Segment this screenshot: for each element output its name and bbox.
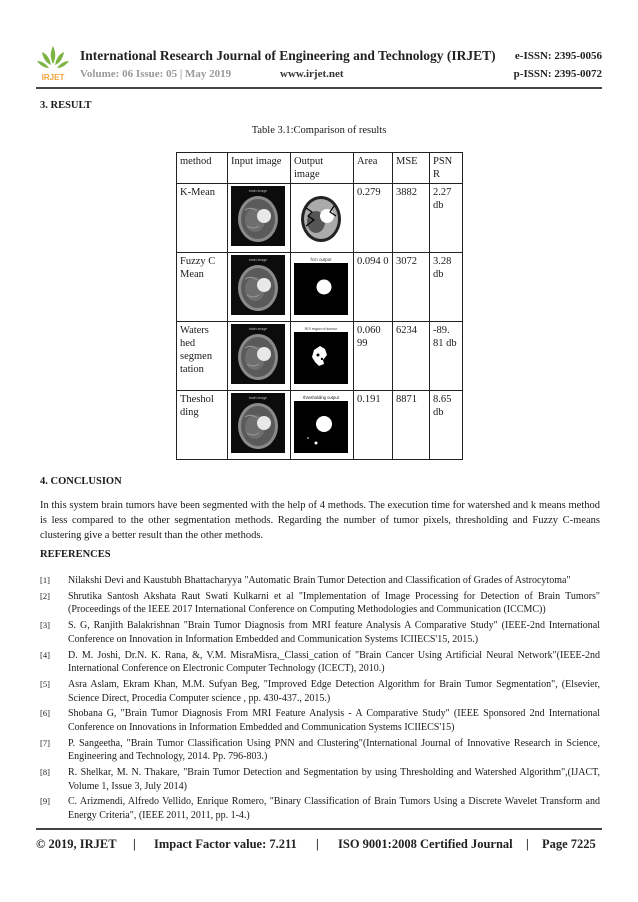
e-issn: e-ISSN: 2395-0056 [514, 50, 602, 62]
psnr-cell: -89. 81 db [430, 322, 463, 391]
header-method: method [177, 153, 228, 184]
p-issn: p-ISSN: 2395-0072 [513, 68, 602, 80]
mse-cell: 8871 [393, 391, 430, 460]
irjet-logo [36, 44, 70, 82]
reference-text: Nilakshi Devi and Kaustubh Bhattacharyya "Automatic Brain Tumor Detection and Classification of Grades of Astrocytoma" [68, 575, 571, 586]
footer-divider [36, 828, 602, 830]
reference-item [40, 766, 600, 793]
table-header-row [177, 153, 463, 184]
brain-mri-image [231, 255, 285, 315]
output-image-cell [291, 184, 354, 253]
reference-item [40, 678, 600, 705]
svg-text:IRJET: IRJET [41, 73, 65, 82]
area-cell: 0.060 99 [354, 322, 393, 391]
brain-mri-image [231, 186, 285, 246]
svg-text:brain image: brain image [248, 396, 268, 400]
footer-separator: | [316, 837, 319, 851]
kmeans-output-image [294, 186, 348, 246]
svg-text:fcm output: fcm output [310, 257, 332, 262]
table-row [177, 184, 463, 253]
psnr-cell: 8.65 db [430, 391, 463, 460]
reference-number: [7] [40, 737, 50, 748]
reference-number: [9] [40, 796, 50, 807]
brain-mri-image [231, 324, 285, 384]
result-heading: 3. RESULT [40, 100, 92, 111]
method-cell: Theshol ding [177, 391, 228, 460]
reference-text: Asra Aslam, Ekram Khan, M.M. Sufyan Beg, "Improved Edge Detection Algorithm for Brain Tumor Segmentation", (Elsevier, Science Direct, Procedia Computer science , pp. 430-437., 2015.) [68, 678, 600, 704]
reference-number: [1] [40, 575, 50, 585]
conclusion-heading: 4. CONCLUSION [40, 476, 122, 487]
page-number: Page 7225 [542, 837, 596, 851]
output-image-cell [291, 322, 354, 391]
reference-item [40, 737, 600, 764]
area-cell: 0.279 [354, 184, 393, 253]
header-psnr: PSN R [430, 153, 463, 184]
psnr-cell: 3.28 db [430, 253, 463, 322]
reference-item [40, 649, 600, 676]
input-image-cell [228, 184, 291, 253]
svg-text:brain image: brain image [248, 327, 268, 331]
reference-number: [5] [40, 678, 50, 689]
mse-cell: 3072 [393, 253, 430, 322]
reference-number: [2] [40, 590, 50, 601]
svg-text:brain image: brain image [248, 258, 268, 262]
volume-issue: Volume: 06 Issue: 05 | May 2019 [80, 68, 232, 80]
reference-list [40, 574, 600, 825]
output-image-cell [291, 253, 354, 322]
table-caption: Table 3.1:Comparison of results [251, 125, 387, 136]
input-image-cell [228, 253, 291, 322]
reference-text: S. G, Ranjith Balakrishnan "Brain Tumor Diagnosis from MRI feature Analysis A Comparative Study" (IEEE-2nd International Conference on Innovation in Information Embedded and Communication Systems ICIIECS'15, 2015.) [68, 620, 600, 645]
svg-text:brain image: brain image [248, 189, 268, 193]
impact-factor: Impact Factor value: 7.211 [154, 837, 297, 851]
journal-title: International Research Journal of Engineering and Technology (IRJET) [80, 48, 496, 63]
header-area: Area [354, 153, 393, 184]
reference-text: Shrutika Santosh Akshata Raut Swati Kulkarni et al "Implementation of Image Processing for Detection of Brain Tumors"(Proceedings of the IEEE 2017 International Conference on Computing Methodologies and Communication (ICCMC)) [68, 590, 600, 616]
header-input-image: Input image [228, 153, 291, 184]
table-row [177, 253, 463, 322]
area-cell: 0.094 0 [354, 253, 393, 322]
reference-item [40, 574, 600, 588]
reference-number: [6] [40, 708, 50, 719]
reference-text: Shobana G, "Brain Tumor Diagnosis From MRI Feature Analysis - A Comparative Study" (IEEE Sponsored 2nd International Conference on Innovations in Information Embedded and Communication Systems ICIIECS'15) [68, 708, 600, 733]
header-divider [36, 87, 602, 89]
table-row [177, 391, 463, 460]
brain-mri-image [231, 393, 285, 453]
header-output-image: Output image [291, 153, 354, 184]
reference-item [40, 795, 600, 822]
mse-cell: 3882 [393, 184, 430, 253]
psnr-cell: 2.27 db [430, 184, 463, 253]
output-image-cell [291, 391, 354, 460]
footer-separator: | [133, 837, 136, 851]
reference-number: [3] [40, 620, 50, 631]
reference-number: [8] [40, 767, 50, 778]
copyright: © 2019, IRJET [36, 837, 117, 851]
footer-separator: | [526, 837, 529, 851]
journal-website[interactable]: www.irjet.net [280, 68, 344, 80]
method-cell: Waters hed segmen tation [177, 322, 228, 391]
mse-cell: 6234 [393, 322, 430, 391]
reference-text: R. Shelkar, M. N. Thakare, "Brain Tumor Detection and Segmentation by using Thresholding and Watershed Algorithm",(IJACT, Volume 1, Issue 3, July 2014) [68, 767, 600, 792]
watershed-output-image [294, 324, 348, 384]
input-image-cell [228, 391, 291, 460]
iso-certification: ISO 9001:2008 Certified Journal [338, 837, 513, 851]
fcm-output-image [294, 255, 348, 315]
input-image-cell [228, 322, 291, 391]
thresholding-output-image [294, 393, 348, 453]
area-cell: 0.191 [354, 391, 393, 460]
header-mse: MSE [393, 153, 430, 184]
page-header [36, 44, 602, 88]
method-cell: K-Mean [177, 184, 228, 253]
table-row [177, 322, 463, 391]
method-cell: Fuzzy C Mean [177, 253, 228, 322]
reference-text: P. Sangeetha, "Brain Tumor Classification Using PNN and Clustering"(International Journal of Innovative Research in Science, Engineering and Technology, 2014. Pp. 796-803.) [68, 737, 600, 763]
reference-number: [4] [40, 649, 50, 660]
svg-text:thresholding output: thresholding output [303, 395, 339, 400]
reference-item [40, 590, 600, 617]
reference-item [40, 707, 600, 734]
references-heading: REFERENCES [40, 549, 111, 560]
svg-text:ROI region of tumour: ROI region of tumour [304, 327, 338, 331]
conclusion-text: In this system brain tumors have been segmented with the help of 4 methods. The execution time for watershed and k means method is less compared to the other segmentation methods. Regarding the number of tumor pixels, thresholding and Fuzzy C-means clustering give a better result than the other methods. [40, 500, 600, 541]
reference-text: C. Arizmendi, Alfredo Vellido, Enrique Romero, "Binary Classification of Brain Tumors Using a Discrete Wavelet Transform and Energy Criteria", (IEEE 2011, 2011, pp. 1-4.) [68, 796, 600, 821]
results-table [176, 152, 463, 460]
reference-item [40, 619, 600, 646]
reference-text: D. M. Joshi, Dr.N. K. Rana, &, V.M. MisraMisra,_Classi_cation of "Brain Cancer Using Artificial Neural Network"(IEEE-2nd International Conference on Electronic Computer Technology (ICECT), 2010.) [68, 649, 600, 675]
